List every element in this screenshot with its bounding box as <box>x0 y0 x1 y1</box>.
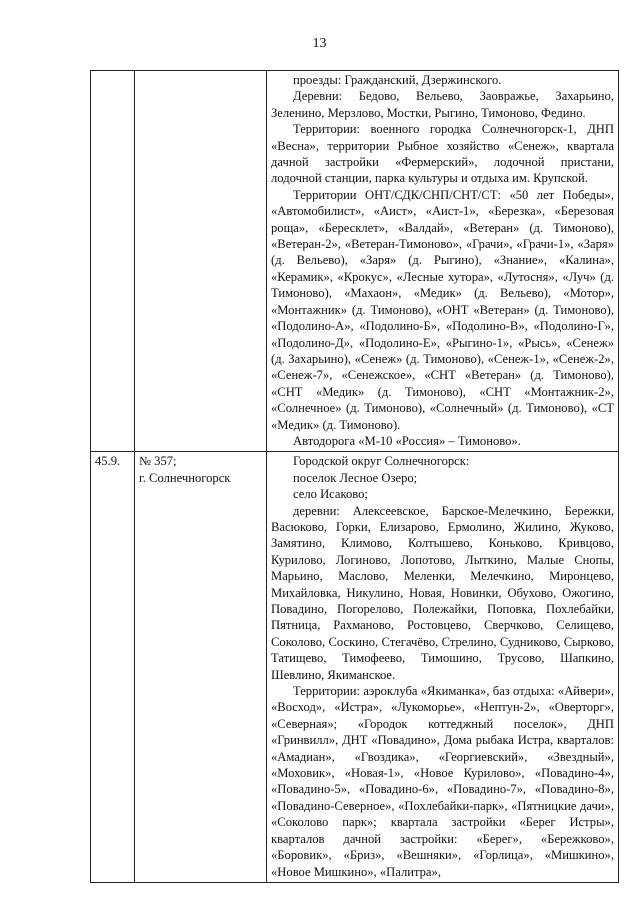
paragraph: поселок Лесное Озеро; <box>293 470 418 485</box>
districts-table <box>90 70 619 883</box>
station-number: № 357; <box>139 454 177 469</box>
paragraph: Деревни: Бедово, Вельево, Заовражье, Захарьино, Зеленино, Мерзлово, Мостки, Рыгино, Тимоново, Федино. <box>271 89 614 120</box>
paragraph: Территории ОНТ/СДК/СНП/СНТ/СТ: «50 лет Победы», «Автомобилист», «Аист», «Аист-1», «Березка», «Березовая роща», «Бересклет», «Валдай», «Ветеран» (д. Тимоново), «Ветеран-2», «Ветеран-Тимоново», «Грачи», «Грачи-1», «Заря» (д. Вельево), «Заря» (д. Рыгино), «Знание», «Калина», «Керамик», «Крокус», «Лесные хутора», «Лутосня», «Луч» (д. Тимоново), «Махаон», «Медик» (д. Вельево), «Мотор», «Монтажник» (д. Тимоново), «ОНТ «Ветеран» (д. Тимоново), «Подолино-А», «Подолино-Б», «Подолино-В», «Подолино-Г», «Подолино-Д», «Подолино-Е», «Рыгино-1», «Рысь», «Сенеж» (д. Захарьино), «Сенеж» (д. Тимоново), «Сенеж-1», «Сенеж-2», «Сенеж-7», «Сенежское», «СНТ «Ветеран» (д. Тимоново), «СНТ «Медик» (д. Тимоново), «СНТ «Монтажник-2», «Солнечное» (д. Тимоново), «Солнечный» (д. Тимоново), «СТ «Медик» (д. Тимоново). <box>271 187 614 432</box>
paragraph: Территории: аэроклуба «Якиманка», баз отдыха: «Айвери», «Восход», «Истра», «Лукоморье», «Нептун-2», «Оверторг», «Северная»; «Городок коттеджный поселок», ДНП «Гринвилл», ДНТ «Повадино», Дома рыбака Истра, кварталов: «Амадиан», «Гвоздика», «Георгиевский», «Звездный», «Моховик», «Новая-1», «Новое Курилово», «Повадино-4», «Повадино-5», «Повадино-6», «Повадино-7», «Повадино-8», «Повадино-Северное», «Похлебайки-парк», «Пятницкие дачи», «Соколово парк»; квартала застройки «Берег Истры», кварталов дачной застройки: «Берег», «Бережково», «Боровик», «Бриз», «Вешняки», «Горлица», «Мишкино», «Новое Мишкино», «Палитра», <box>271 684 614 879</box>
page-number: 13 <box>312 36 327 51</box>
paragraph: село Исаково; <box>293 487 368 502</box>
table-row <box>91 452 619 883</box>
paragraph: Территории: военного городка Солнечногорск-1, ДНП «Весна», территории Рыбное хозяйство «Сенеж», квартала дачной застройки «Фермерский», лодочной пристани, лодочной станции, парка культуры и отдыха им. Крупской. <box>271 122 614 186</box>
station-cell <box>135 452 267 883</box>
territory-cell <box>267 71 619 452</box>
table-row <box>91 71 619 452</box>
row-number-cell <box>91 71 135 452</box>
paragraph: Автодорога «М-10 «Россия» – Тимоново». <box>293 433 521 448</box>
paragraph: деревни: Алексеевское, Барское-Мелечкино, Бережки, Васюково, Горки, Елизарово, Ермолино, Жилино, Жуково, Замятино, Климово, Колтышево, Коньково, Кривцово, Курилово, Логиново, Лопотово, Лыткино, Малые Снопы, Марьино, Маслово, Меленки, Мелечкино, Миронцево, Михайловка, Никулино, Новая, Новинки, Обухово, Ожогино, Повадино, Погорелово, Полежайки, Поповка, Похлебайки, Пятница, Рахманово, Ростовцево, Сверчково, Селищево, Соколово, Соскино, Стегачёво, Стрелино, Судниково, Сырково, Татищево, Тимофеево, Тимошино, Трусово, Шапкино, Шевлино, Якиманское. <box>271 503 614 682</box>
station-city: г. Солнечногорск <box>139 470 231 485</box>
row-number-cell: 45.9. <box>91 452 135 883</box>
territory-cell <box>267 452 619 883</box>
station-cell <box>135 71 267 452</box>
paragraph: Городской округ Солнечногорск: <box>293 454 470 469</box>
paragraph: проезды: Гражданский, Дзержинского. <box>293 73 502 87</box>
